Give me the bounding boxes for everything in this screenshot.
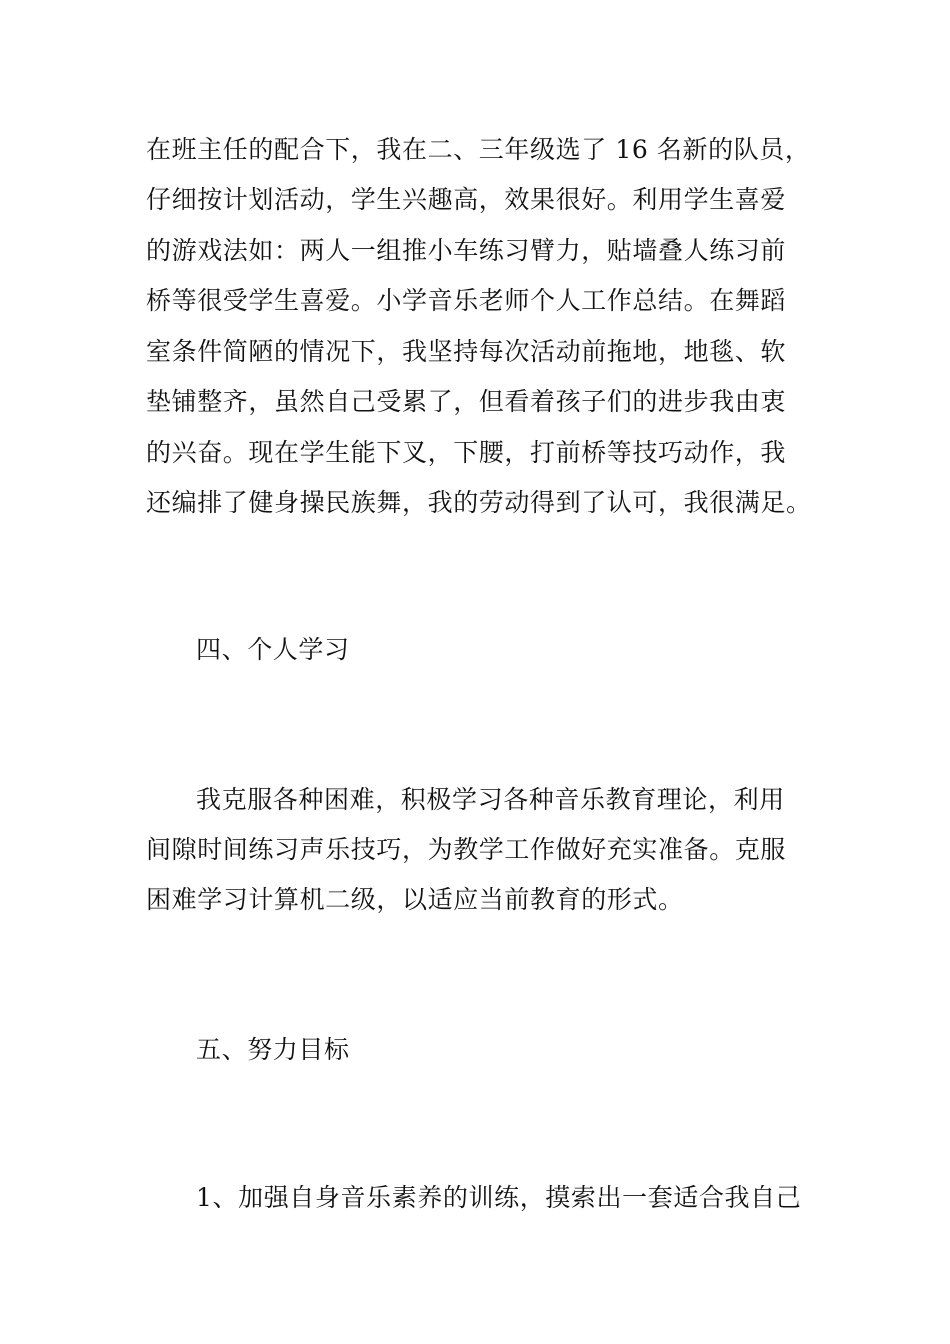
paragraph-line: 室条件简陋的情况下，我坚持每次活动前拖地，地毯、软 <box>146 337 787 366</box>
paragraph-line: 仔细按计划活动，学生兴趣高，效果很好。利用学生喜爱 <box>146 185 787 214</box>
paragraph-line: 1、加强自身音乐素养的训练，摸索出一套适合我自己 <box>196 1183 802 1212</box>
paragraph-line: 还编排了健身操民族舞，我的劳动得到了认可，我很满足。 <box>146 488 812 517</box>
section-heading-personal-study: 四、个人学习 <box>196 635 350 664</box>
paragraph-line: 困难学习计算机二级，以适应当前教育的形式。 <box>146 885 684 914</box>
paragraph-line: 的游戏法如：两人一组推小车练习臂力，贴墙叠人练习前 <box>146 236 787 265</box>
section-heading-goals: 五、努力目标 <box>196 1035 350 1064</box>
paragraph-line: 的兴奋。现在学生能下叉，下腰，打前桥等技巧动作，我 <box>146 438 787 467</box>
paragraph-line: 桥等很受学生喜爱。小学音乐老师个人工作总结。在舞蹈 <box>146 286 787 315</box>
paragraph-line: 垫铺整齐，虽然自己受累了，但看着孩子们的进步我由衷 <box>146 387 787 416</box>
paragraph-line: 间隙时间练习声乐技巧，为教学工作做好充实准备。克服 <box>146 835 787 864</box>
paragraph-line: 在班主任的配合下，我在二、三年级选了 16 名新的队员， <box>146 135 811 164</box>
paragraph-line: 我克服各种困难，积极学习各种音乐教育理论，利用 <box>196 785 785 814</box>
